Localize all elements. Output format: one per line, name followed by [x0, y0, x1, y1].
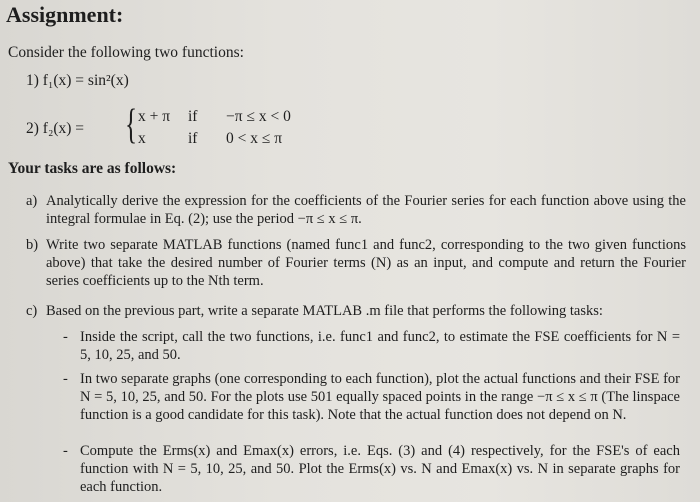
bullet-dash: - [63, 371, 68, 387]
task-c-sub-3-text: Compute the Erms(x) and Emax(x) errors, i.e. Eqs. (3) and (4) respectively, for the FSE's of each function with N = 5, 10, 25, and 50. Plot the Erms(x) vs. N and Emax(x) vs. N in separate graphs for each function. [80, 443, 680, 495]
task-c-sub-1-text: Inside the script, call the two functions, i.e. func1 and func2, to estimate the FSE coefficients for N = 5, 10, 25, and 50. [80, 329, 680, 363]
bullet-dash: - [63, 329, 68, 345]
page-title: Assignment: [6, 2, 124, 27]
case-2-cond: 0 < x ≤ π [226, 130, 283, 147]
task-c-sub-2-text: In two separate graphs (one corresponding to each function), plot the actual functions and their FSE for N = 5, 10, 25, and 50. For the plots use 501 equally spaced points in the range −π ≤ x ≤ π (The linspace function is a good candidate for this task). Note that the actual function does not depend on N. [80, 371, 680, 423]
piecewise-brace: { [125, 102, 138, 148]
task-b-text: Write two separate MATLAB functions (named func1 and func2, corresponding to the two given functions above) that take the desired number of Fourier terms (N) as an input, and compute and return the Fourier series coefficients up to the Nth term. [46, 237, 686, 289]
function-2-lhs: 2) f₂(x) = [26, 120, 85, 137]
bullet-dash: - [63, 443, 68, 459]
function-1: 1) f₁(x) = sin²(x) [26, 72, 129, 89]
task-a-label: a) [26, 193, 38, 209]
intro-text: Consider the following two functions: [8, 44, 244, 61]
task-a-text: Analytically derive the expression for the coefficients of the Fourier series for each function above using the integral formulae in Eq. (2); use the period −π ≤ x ≤ π. [46, 193, 686, 227]
case-1-cond: −π ≤ x < 0 [226, 108, 291, 125]
case-2-if: if [188, 130, 198, 147]
case-1-expr: x + π [138, 108, 171, 125]
task-c-text: Based on the previous part, write a separate MATLAB .m file that performs the following tasks: [46, 303, 603, 319]
case-1-if: if [188, 108, 198, 125]
task-c-label: c) [26, 303, 38, 319]
tasks-heading: Your tasks are as follows: [8, 160, 177, 177]
task-b-label: b) [26, 237, 39, 253]
case-2-expr: x [138, 130, 146, 147]
